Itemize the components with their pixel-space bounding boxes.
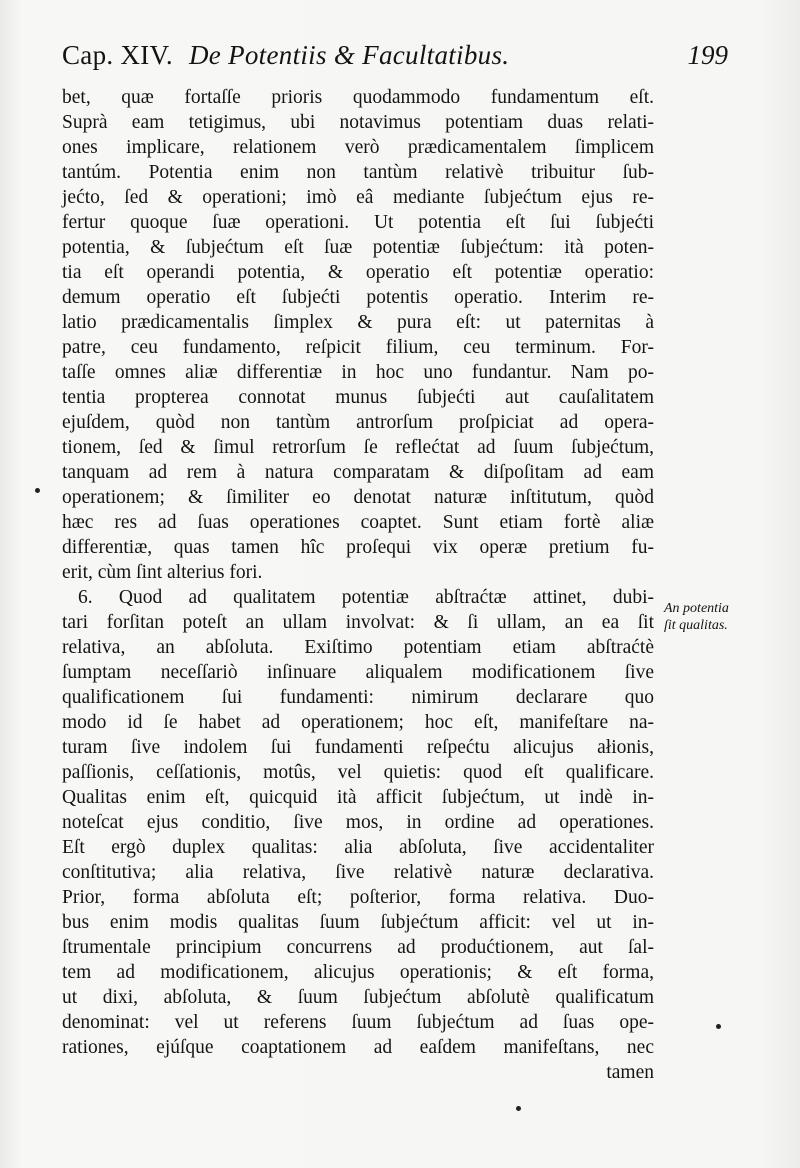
text-line: ejuſdem, quòd non tantùm antrorſum proſpiciat ad opera- bbox=[62, 412, 654, 433]
text-line: rationes, ejúſque coaptationem ad eaſdem manifeſtans, nec bbox=[62, 1037, 654, 1058]
text-line: ut dixi, abſoluta, & ſuum ſubjećtum abſolutè qualificatum bbox=[62, 987, 654, 1008]
text-line: tionem, ſed & ſimul retrorſum ſe reflećtat ad ſuum ſubjećtum, bbox=[62, 437, 654, 458]
text-line: hæc res ad ſuas operationes coaptet. Sunt etiam fortè aliæ bbox=[62, 512, 654, 533]
text-line: operationem; & ſimiliter eo denotat naturæ inſtitutum, quòd bbox=[62, 487, 654, 508]
text-line: denominat: vel ut referens ſuum ſubjećtum ad ſuas ope- bbox=[62, 1012, 654, 1033]
text-line: relativa, an abſoluta. Exiſtimo potentiam etiam abſtraćtè bbox=[62, 637, 654, 658]
text-line: latio prædicamentalis ſimplex & pura eſt: ut paternitas à bbox=[62, 312, 654, 333]
text-line: bet, quæ fortaſſe prioris quodammodo fundamentum eſt. bbox=[62, 87, 654, 108]
text-line: ones implicare, relationem verò prædicamentalem ſimplicem bbox=[62, 137, 654, 158]
text-line: ſtrumentale principium concurrens ad produćtionem, aut ſal- bbox=[62, 937, 654, 958]
text-line: tantúm. Potentia enim non tantùm relativè tribuitur ſub- bbox=[62, 162, 654, 183]
text-line: jećto, ſed & operationi; imò eâ mediante ſubjećtum ejus re- bbox=[62, 187, 654, 208]
text-line: conſtitutiva; alia relativa, ſive relativè naturæ declarativa. bbox=[62, 862, 654, 883]
text-line: tanquam ad rem à natura comparatam & diſpoſitam ad eam bbox=[62, 462, 654, 483]
margin-note bbox=[664, 600, 774, 634]
chapter-label: Cap. XIV. bbox=[62, 40, 173, 70]
ink-spot bbox=[35, 488, 40, 493]
text-line: modo id ſe habet ad operationem; hoc eſt, manifeſtare na- bbox=[62, 712, 654, 733]
text-line: noteſcat ejus conditio, ſive mos, in ordine ad operationes. bbox=[62, 812, 654, 833]
running-head bbox=[62, 40, 509, 71]
chapter-title: De Potentiis & Facultatibus. bbox=[188, 40, 510, 70]
text-line: Prior, forma abſoluta eſt; poſterior, forma relativa. Duo- bbox=[62, 887, 654, 908]
text-line: qualificationem ſui fundamenti: nimirum declarare quo bbox=[62, 687, 654, 708]
text-line: 6. Quod ad qualitatem potentiæ abſtraćtæ attinet, dubi- bbox=[78, 587, 654, 608]
page-header bbox=[62, 40, 728, 80]
body-text bbox=[62, 85, 654, 1085]
text-line: differentiæ, quas tamen hîc proſequi vix operæ pretium fu- bbox=[62, 537, 654, 558]
text-line: erit, cùm ſint alterius fori. bbox=[62, 562, 263, 583]
text-line: Suprà eam tetigimus, ubi notavimus potentiam duas relati- bbox=[62, 112, 654, 133]
text-line: paſſionis, ceſſationis, motûs, vel quietis: quod eſt qualificare. bbox=[62, 762, 654, 783]
text-line: ſumptam neceſſariò inſinuare aliqualem modificationem ſive bbox=[62, 662, 654, 683]
ink-spot bbox=[716, 1024, 721, 1029]
text-line: tentia propterea connotat munus ſubjećti aut cauſalitatem bbox=[62, 387, 654, 408]
text-line: Qualitas enim eſt, quicquid ità afficit ſubjećtum, ut indè in- bbox=[62, 787, 654, 808]
text-line: Eſt ergò duplex qualitas: alia abſoluta, ſive accidentaliter bbox=[62, 837, 654, 858]
text-line: tari forſitan poteſt an ullam involvat: & ſi ullam, an ea ſit bbox=[62, 612, 654, 633]
page-number: 199 bbox=[687, 40, 728, 70]
text-line: turam ſive indolem ſui fundamenti reſpećtu alicujus ałionis, bbox=[62, 737, 654, 758]
text-line: tem ad modificationem, alicujus operationis; & eſt forma, bbox=[62, 962, 654, 983]
ink-spot bbox=[516, 1106, 521, 1111]
text-line: demum operatio eſt ſubjećti potentis operatio. Interim re- bbox=[62, 287, 654, 308]
text-line: taſſe omnes aliæ differentiæ in hoc uno fundantur. Nam po- bbox=[62, 362, 654, 383]
text-line: bus enim modis qualitas ſuum ſubjećtum afficit: vel ut in- bbox=[62, 912, 654, 933]
catchword: tamen bbox=[606, 1062, 654, 1083]
text-line: potentia, & ſubjećtum eſt ſuæ potentiæ ſubjećtum: ità poten- bbox=[62, 237, 654, 258]
margin-note-line: An potentia bbox=[664, 601, 729, 616]
margin-note-line: ſit qualitas. bbox=[664, 618, 728, 633]
text-line: tia eſt operandi potentia, & operatio eſt potentiæ operatio: bbox=[62, 262, 654, 283]
text-line: patre, ceu fundamento, reſpicit filium, ceu terminum. For- bbox=[62, 337, 654, 358]
text-line: fertur quoque ſuæ operationi. Ut potentia eſt ſui ſubjećti bbox=[62, 212, 654, 233]
